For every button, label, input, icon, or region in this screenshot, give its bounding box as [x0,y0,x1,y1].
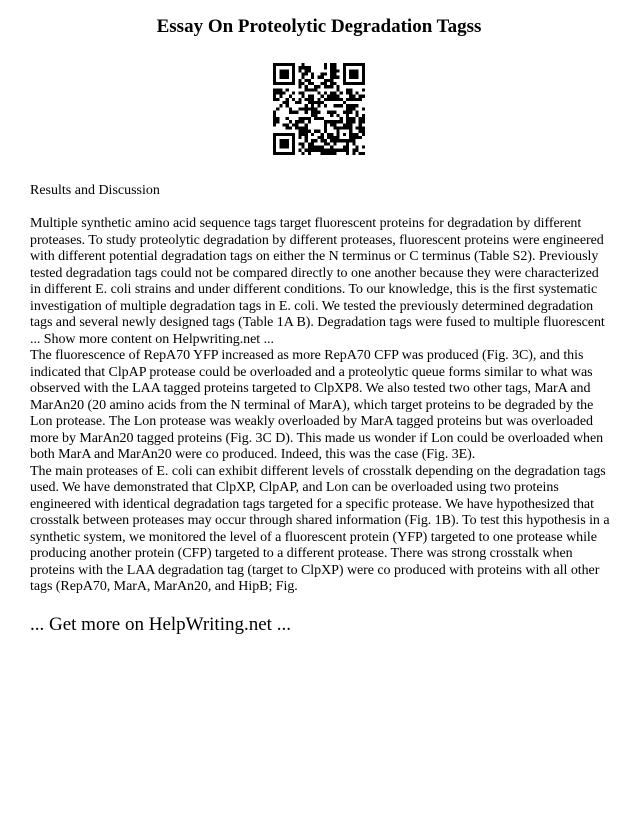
qr-code-icon [273,63,365,155]
document-title: Essay On Proteolytic Degradation Tagss [156,16,482,37]
paragraph-1: Multiple synthetic amino acid sequence tags target fluorescent proteins for degradation by different proteases. To study proteolytic degradation by different proteases, fluorescent proteins were engineered with different potential degradation tags on either the N terminus or C terminus (Table S2). Previously tested degradation tags could not be compared directly to one another because they were characterized in different E. coli strains and under different conditions. To our knowledge, this is the first systematic investigation of multiple degradation tags in E. coli. We tested the previously determined degradation tags and several newly designed tags (Table 1A B). Degradation tags were fused to multiple fluorescent ... Show more content on Helpwriting.net ... [30,216,605,347]
qr-modules [273,63,365,155]
get-more-link[interactable]: ... Get more on HelpWriting.net ... [30,614,291,635]
section-heading: Results and Discussion [30,183,160,198]
paragraph-2: The fluorescence of RepA70 YFP increased as more RepA70 CFP was produced (Fig. 3C), and this indicated that ClpAP protease could be overloaded and a proteolytic queue forms similar to what was observed with the LAA tagged proteins targeted to ClpXP8. We also tested two other tags, MarA and MarAn20 (20 amino acids from the N terminal of MarA), which target proteins to be degraded by the Lon protease. The Lon protease was weakly overloaded by MarA tagged proteins but was overloaded more by MarAn20 tagged proteins (Fig. 3C D). This made us wonder if Lon could be overloaded when both MarA and MarAn20 were co produced. Indeed, this was the case (Fig. 3E). [30,348,604,462]
essay-body [30,216,612,596]
paragraph-3: The main proteases of E. coli can exhibit different levels of crosstalk depending on the degradation tags used. We have demonstrated that ClpXP, ClpAP, and Lon can be overloaded using two proteins engineered with identical degradation tags targeted for a specific protease. We have hypothesized that crosstalk between proteases may occur through shared information (Fig. 1B). To test this hypothesis in a synthetic system, we monitored the level of a fluorescent protein (YFP) targeted to one protease while producing another protein (CFP) targeted to a different protease. There was strong crosstalk when proteins with the LAA degradation tag (target to ClpXP) were co produced with proteins with all other tags (RepA70, MarA, MarAn20, and HipB; Fig. [30,463,610,594]
